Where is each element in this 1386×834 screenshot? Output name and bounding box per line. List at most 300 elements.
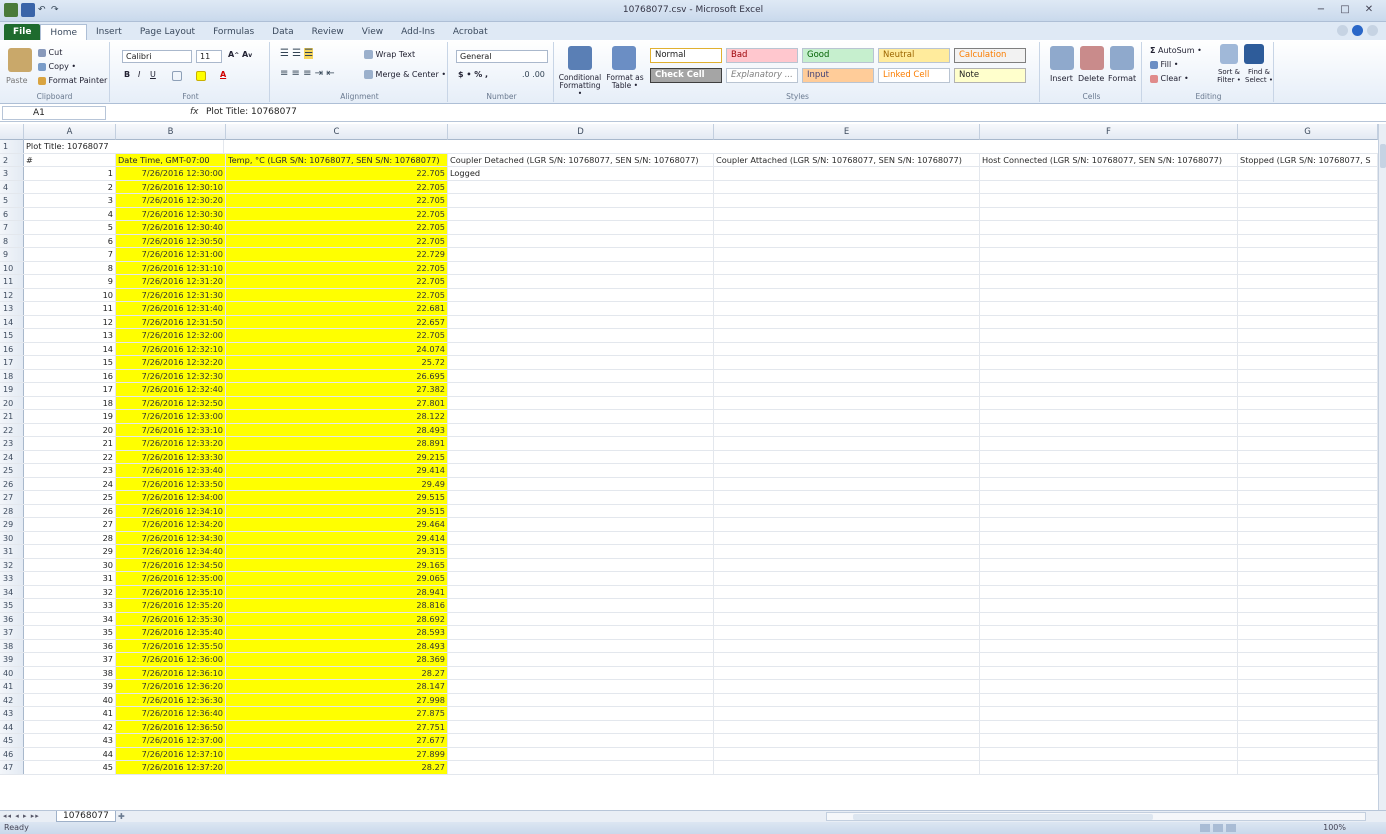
row-header[interactable]: 18 [0,370,24,383]
index-cell[interactable]: 10 [24,289,116,302]
index-cell[interactable]: 8 [24,262,116,275]
empty-cell[interactable] [448,316,714,329]
font-size-select[interactable]: 11 [196,50,222,63]
empty-cell[interactable] [980,761,1238,774]
empty-cell[interactable] [1238,316,1378,329]
empty-cell[interactable] [980,532,1238,545]
temperature-cell[interactable]: 28.27 [226,667,448,680]
empty-cell[interactable] [448,275,714,288]
empty-cell[interactable] [1238,437,1378,450]
empty-cell[interactable] [448,302,714,315]
page-layout-view-icon[interactable] [1213,824,1223,832]
empty-cell[interactable] [980,167,1238,180]
row-header[interactable]: 22 [0,424,24,437]
format-as-table-icon[interactable] [612,46,636,70]
row-header[interactable]: 27 [0,491,24,504]
empty-cell[interactable] [448,761,714,774]
empty-cell[interactable] [1238,667,1378,680]
row-header[interactable]: 11 [0,275,24,288]
index-cell[interactable]: 39 [24,680,116,693]
empty-cell[interactable] [448,194,714,207]
conditional-formatting-icon[interactable] [568,46,592,70]
temperature-cell[interactable]: 29.065 [226,572,448,585]
empty-cell[interactable] [448,626,714,639]
empty-cell[interactable] [448,545,714,558]
empty-cell[interactable] [448,572,714,585]
datetime-cell[interactable]: 7/26/2016 12:31:30 [116,289,226,302]
cut-button[interactable] [38,48,62,57]
temperature-cell[interactable]: 27.382 [226,383,448,396]
index-cell[interactable]: 9 [24,275,116,288]
empty-cell[interactable] [448,586,714,599]
style-linked-cell[interactable]: Linked Cell [878,68,950,83]
empty-cell[interactable] [1238,275,1378,288]
help-icon[interactable] [1352,25,1363,36]
row-header[interactable]: 26 [0,478,24,491]
row-header[interactable]: 15 [0,329,24,342]
row-header[interactable]: 19 [0,383,24,396]
grow-font-button[interactable]: A^ Av [228,50,253,59]
empty-cell[interactable] [714,167,980,180]
temperature-cell[interactable]: 27.899 [226,748,448,761]
number-format-select[interactable]: General [456,50,548,63]
empty-cell[interactable] [980,383,1238,396]
empty-cell[interactable] [1238,329,1378,342]
conditional-formatting-button[interactable]: Conditional Formatting • [558,73,602,98]
empty-cell[interactable] [980,707,1238,720]
empty-cell[interactable] [448,343,714,356]
empty-cell[interactable] [714,289,980,302]
restore-workbook-icon[interactable] [1367,25,1378,36]
empty-cell[interactable] [714,491,980,504]
empty-cell[interactable] [714,613,980,626]
row-header[interactable]: 31 [0,545,24,558]
empty-cell[interactable] [980,451,1238,464]
temperature-cell[interactable]: 28.816 [226,599,448,612]
row-header[interactable]: 3 [0,167,24,180]
header-cell-datetime[interactable]: Date Time, GMT-07:00 [116,154,226,167]
temperature-cell[interactable]: 27.801 [226,397,448,410]
empty-cell[interactable] [980,181,1238,194]
temperature-cell[interactable]: 28.593 [226,626,448,639]
empty-cell[interactable] [714,761,980,774]
header-cell-host-connected[interactable]: Host Connected (LGR S/N: 10768077, SEN S/N: 10768077) [980,154,1238,167]
temperature-cell[interactable]: 29.315 [226,545,448,558]
datetime-cell[interactable]: 7/26/2016 12:35:00 [116,572,226,585]
empty-cell[interactable] [448,262,714,275]
empty-cell[interactable] [448,680,714,693]
empty-cell[interactable] [448,613,714,626]
empty-cell[interactable] [448,491,714,504]
datetime-cell[interactable]: 7/26/2016 12:35:10 [116,586,226,599]
empty-cell[interactable] [1238,410,1378,423]
datetime-cell[interactable]: 7/26/2016 12:34:40 [116,545,226,558]
temperature-cell[interactable]: 29.414 [226,464,448,477]
vertical-align-icons[interactable]: ☰ ☰ ☰ [280,48,314,59]
datetime-cell[interactable]: 7/26/2016 12:37:20 [116,761,226,774]
empty-cell[interactable] [448,208,714,221]
temperature-cell[interactable]: 29.464 [226,518,448,531]
empty-cell[interactable] [448,478,714,491]
empty-cell[interactable] [1238,248,1378,261]
datetime-cell[interactable]: 7/26/2016 12:36:10 [116,667,226,680]
empty-cell[interactable] [980,289,1238,302]
temperature-cell[interactable]: 29.414 [226,532,448,545]
empty-cell[interactable] [448,707,714,720]
row-header[interactable]: 41 [0,680,24,693]
empty-cell[interactable] [980,410,1238,423]
font-color-icon[interactable]: A [220,70,227,79]
empty-cell[interactable] [448,748,714,761]
tab-add-ins[interactable]: Add-Ins [401,27,435,37]
empty-cell[interactable] [448,370,714,383]
style-input[interactable]: Input [802,68,874,83]
empty-cell[interactable] [980,572,1238,585]
temperature-cell[interactable]: 22.705 [226,194,448,207]
format-cells-icon[interactable] [1110,46,1134,70]
empty-cell[interactable] [714,329,980,342]
datetime-cell[interactable]: 7/26/2016 12:30:40 [116,221,226,234]
index-cell[interactable]: 23 [24,464,116,477]
sort-filter-icon[interactable] [1220,44,1238,64]
empty-cell[interactable] [1238,559,1378,572]
temperature-cell[interactable]: 22.705 [226,329,448,342]
empty-cell[interactable] [448,383,714,396]
format-as-table-button[interactable]: Format as Table • [606,73,644,90]
empty-cell[interactable] [1238,343,1378,356]
index-cell[interactable]: 3 [24,194,116,207]
style-neutral[interactable]: Neutral [878,48,950,63]
empty-cell[interactable] [448,599,714,612]
empty-cell[interactable] [980,748,1238,761]
empty-cell[interactable] [448,410,714,423]
empty-cell[interactable] [1238,262,1378,275]
number-format-buttons[interactable]: $ • % , [458,70,489,79]
datetime-cell[interactable]: 7/26/2016 12:34:30 [116,532,226,545]
format-button[interactable]: Format [1108,74,1137,83]
empty-cell[interactable] [714,221,980,234]
tab-file[interactable]: File [4,24,40,40]
name-box[interactable]: A1 [2,106,106,120]
empty-cell[interactable] [1238,572,1378,585]
tab-formulas[interactable]: Formulas [213,27,255,37]
index-cell[interactable]: 5 [24,221,116,234]
row-header[interactable]: 45 [0,734,24,747]
empty-cell[interactable] [1238,653,1378,666]
empty-cell[interactable] [980,680,1238,693]
index-cell[interactable]: 13 [24,329,116,342]
row-header[interactable]: 5 [0,194,24,207]
index-cell[interactable]: 42 [24,721,116,734]
row-header[interactable]: 33 [0,572,24,585]
index-cell[interactable]: 21 [24,437,116,450]
row-header[interactable]: 34 [0,586,24,599]
empty-cell[interactable] [714,748,980,761]
row-header[interactable]: 43 [0,707,24,720]
delete-button[interactable]: Delete [1078,74,1105,83]
insert-sheet-icon[interactable]: ✚ [118,812,125,821]
datetime-cell[interactable]: 7/26/2016 12:33:20 [116,437,226,450]
empty-cell[interactable] [980,262,1238,275]
horizontal-scroll-thumb[interactable] [853,814,1153,820]
empty-cell[interactable] [714,464,980,477]
empty-cell[interactable] [980,343,1238,356]
empty-cell[interactable] [714,707,980,720]
empty-cell[interactable] [1238,370,1378,383]
index-cell[interactable]: 24 [24,478,116,491]
empty-cell[interactable] [1238,748,1378,761]
temperature-cell[interactable]: 28.493 [226,640,448,653]
empty-cell[interactable] [714,572,980,585]
empty-cell[interactable] [714,275,980,288]
tab-home[interactable]: Home [40,24,87,40]
index-cell[interactable]: 37 [24,653,116,666]
empty-cell[interactable] [980,613,1238,626]
datetime-cell[interactable]: 7/26/2016 12:32:20 [116,356,226,369]
empty-cell[interactable] [1238,505,1378,518]
empty-cell[interactable] [714,680,980,693]
row-header[interactable]: 21 [0,410,24,423]
column-header[interactable]: A [24,124,116,140]
empty-cell[interactable] [1238,478,1378,491]
empty-cell[interactable] [448,505,714,518]
temperature-cell[interactable]: 22.705 [226,289,448,302]
index-cell[interactable]: 30 [24,559,116,572]
temperature-cell[interactable]: 28.147 [226,680,448,693]
temperature-cell[interactable]: 22.705 [226,167,448,180]
empty-cell[interactable] [448,397,714,410]
row-header[interactable]: 39 [0,653,24,666]
empty-cell[interactable] [714,235,980,248]
index-cell[interactable]: 22 [24,451,116,464]
empty-cell[interactable] [980,559,1238,572]
empty-cell[interactable] [980,370,1238,383]
temperature-cell[interactable]: 28.369 [226,653,448,666]
empty-cell[interactable] [714,262,980,275]
empty-cell[interactable] [980,248,1238,261]
empty-cell[interactable] [1238,289,1378,302]
borders-icon[interactable] [172,71,182,81]
index-cell[interactable]: 18 [24,397,116,410]
temperature-cell[interactable]: 22.705 [226,275,448,288]
fill-button[interactable] [1150,60,1179,69]
datetime-cell[interactable]: 7/26/2016 12:34:00 [116,491,226,504]
index-cell[interactable]: 31 [24,572,116,585]
row-header[interactable]: 24 [0,451,24,464]
header-cell-stopped[interactable]: Stopped (LGR S/N: 10768077, S [1238,154,1378,167]
empty-cell[interactable] [448,451,714,464]
empty-cell[interactable] [714,694,980,707]
empty-cell[interactable] [1238,302,1378,315]
temperature-cell[interactable]: 28.27 [226,761,448,774]
row-header[interactable]: 6 [0,208,24,221]
header-cell-number[interactable]: # [24,154,116,167]
zoom-level[interactable]: 100% [1323,823,1346,832]
datetime-cell[interactable]: 7/26/2016 12:36:40 [116,707,226,720]
empty-cell[interactable] [1238,491,1378,504]
datetime-cell[interactable]: 7/26/2016 12:36:00 [116,653,226,666]
row-header[interactable]: 47 [0,761,24,774]
empty-cell[interactable] [714,302,980,315]
index-cell[interactable]: 14 [24,343,116,356]
temperature-cell[interactable]: 22.729 [226,248,448,261]
normal-view-icon[interactable] [1200,824,1210,832]
row-header[interactable]: 35 [0,599,24,612]
temperature-cell[interactable]: 24.074 [226,343,448,356]
empty-cell[interactable] [448,248,714,261]
empty-cell[interactable] [714,194,980,207]
datetime-cell[interactable]: 7/26/2016 12:35:40 [116,626,226,639]
style-check-cell[interactable]: Check Cell [650,68,722,83]
style-note[interactable]: Note [954,68,1026,83]
datetime-cell[interactable]: 7/26/2016 12:34:10 [116,505,226,518]
datetime-cell[interactable]: 7/26/2016 12:33:00 [116,410,226,423]
empty-cell[interactable] [714,640,980,653]
empty-cell[interactable] [1238,451,1378,464]
datetime-cell[interactable]: 7/26/2016 12:32:30 [116,370,226,383]
datetime-cell[interactable]: 7/26/2016 12:37:10 [116,748,226,761]
empty-cell[interactable] [714,734,980,747]
temperature-cell[interactable]: 28.941 [226,586,448,599]
wrap-text-button[interactable] [364,50,415,59]
empty-cell[interactable] [448,532,714,545]
datetime-cell[interactable]: 7/26/2016 12:33:40 [116,464,226,477]
find-select-button[interactable]: Find & Select • [1245,68,1273,84]
datetime-cell[interactable]: 7/26/2016 12:32:10 [116,343,226,356]
formula-input[interactable]: Plot Title: 10768077 [206,107,297,117]
row-header[interactable]: 30 [0,532,24,545]
empty-cell[interactable] [714,653,980,666]
empty-cell[interactable] [1238,640,1378,653]
horizontal-scrollbar[interactable] [826,812,1366,821]
empty-cell[interactable] [1238,181,1378,194]
index-cell[interactable]: 1 [24,167,116,180]
style-calculation[interactable]: Calculation [954,48,1026,63]
empty-cell[interactable] [714,505,980,518]
index-cell[interactable]: 6 [24,235,116,248]
empty-cell[interactable] [1238,532,1378,545]
tab-insert[interactable]: Insert [96,27,122,37]
datetime-cell[interactable]: 7/26/2016 12:36:50 [116,721,226,734]
empty-cell[interactable] [448,721,714,734]
datetime-cell[interactable]: 7/26/2016 12:30:10 [116,181,226,194]
index-cell[interactable]: 32 [24,586,116,599]
row-header[interactable]: 7 [0,221,24,234]
empty-cell[interactable] [448,181,714,194]
empty-cell[interactable] [1238,586,1378,599]
header-cell-coupler-attached[interactable]: Coupler Attached (LGR S/N: 10768077, SEN S/N: 10768077) [714,154,980,167]
index-cell[interactable]: 7 [24,248,116,261]
column-header[interactable]: E [714,124,980,140]
sheet-tab-active[interactable]: 10768077 [56,811,116,822]
empty-cell[interactable] [980,667,1238,680]
empty-cell[interactable] [1238,694,1378,707]
index-cell[interactable]: 19 [24,410,116,423]
empty-cell[interactable] [714,397,980,410]
empty-cell[interactable] [448,694,714,707]
empty-cell[interactable] [714,424,980,437]
empty-cell[interactable] [714,356,980,369]
minimize-button[interactable]: − [1316,4,1326,15]
empty-cell[interactable] [714,316,980,329]
temperature-cell[interactable]: 28.891 [226,437,448,450]
temperature-cell[interactable]: 29.49 [226,478,448,491]
tab-page-layout[interactable]: Page Layout [139,27,196,37]
row-header[interactable]: 44 [0,721,24,734]
empty-cell[interactable] [980,464,1238,477]
empty-cell[interactable] [1238,194,1378,207]
index-cell[interactable]: 29 [24,545,116,558]
empty-cell[interactable] [1238,734,1378,747]
empty-cell[interactable] [1238,545,1378,558]
temperature-cell[interactable]: 26.695 [226,370,448,383]
empty-cell[interactable] [1238,599,1378,612]
empty-cell[interactable] [980,356,1238,369]
empty-cell[interactable] [714,370,980,383]
underline-button[interactable]: U [150,70,156,79]
empty-cell[interactable] [448,329,714,342]
empty-cell[interactable] [448,424,714,437]
temperature-cell[interactable]: 22.681 [226,302,448,315]
row-header[interactable]: 20 [0,397,24,410]
temperature-cell[interactable]: 22.705 [226,235,448,248]
row-header[interactable]: 40 [0,667,24,680]
binoculars-icon[interactable] [1244,44,1264,64]
row-header[interactable]: 16 [0,343,24,356]
temperature-cell[interactable]: 22.705 [226,208,448,221]
empty-cell[interactable] [448,464,714,477]
index-cell[interactable]: 4 [24,208,116,221]
autosum-button[interactable] [1150,46,1202,55]
empty-cell[interactable] [1238,235,1378,248]
row-header[interactable]: 14 [0,316,24,329]
empty-cell[interactable] [980,235,1238,248]
temperature-cell[interactable]: 29.215 [226,451,448,464]
minimize-ribbon-icon[interactable] [1337,25,1348,36]
empty-cell[interactable] [448,356,714,369]
row-header[interactable]: 42 [0,694,24,707]
empty-cell[interactable] [980,329,1238,342]
datetime-cell[interactable]: 7/26/2016 12:33:30 [116,451,226,464]
empty-cell[interactable] [1238,613,1378,626]
empty-cell[interactable] [980,734,1238,747]
select-all-corner[interactable] [0,124,24,140]
empty-cell[interactable] [448,640,714,653]
temperature-cell[interactable]: 29.515 [226,491,448,504]
row-header[interactable]: 8 [0,235,24,248]
paste-icon[interactable] [8,48,32,72]
index-cell[interactable]: 12 [24,316,116,329]
plot-title-cell[interactable]: Plot Title: 10768077 [24,140,224,153]
datetime-cell[interactable]: 7/26/2016 12:31:20 [116,275,226,288]
index-cell[interactable]: 35 [24,626,116,639]
empty-cell[interactable] [448,518,714,531]
tab-data[interactable]: Data [272,27,294,37]
empty-cell[interactable] [1238,356,1378,369]
index-cell[interactable]: 20 [24,424,116,437]
column-header[interactable]: D [448,124,714,140]
empty-cell[interactable] [980,221,1238,234]
empty-cell[interactable] [714,383,980,396]
empty-cell[interactable] [1238,761,1378,774]
maximize-button[interactable]: □ [1340,4,1350,15]
index-cell[interactable]: 26 [24,505,116,518]
redo-icon[interactable]: ↷ [51,5,59,15]
temperature-cell[interactable]: 29.165 [226,559,448,572]
style-normal[interactable]: Normal [650,48,722,63]
datetime-cell[interactable]: 7/26/2016 12:32:50 [116,397,226,410]
row-header[interactable]: 13 [0,302,24,315]
